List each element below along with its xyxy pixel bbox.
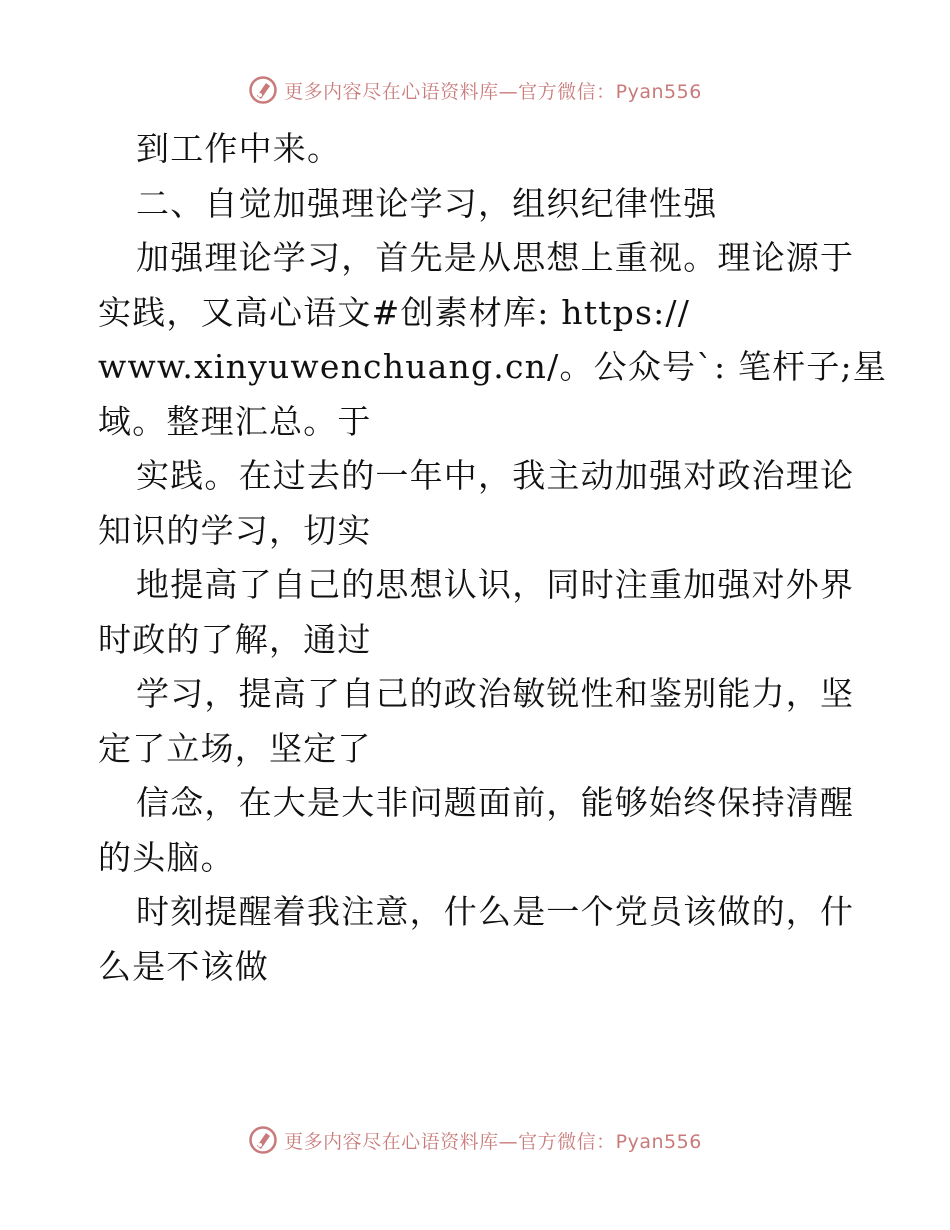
paragraph-line: 实践，又高心语文#创素材库: https://: [98, 292, 691, 332]
paragraph-line: 么是不该做: [98, 946, 269, 986]
paragraph-line: 学习，提高了自己的政治敏锐性和鉴别能力，坚: [136, 674, 855, 713]
paragraph-line: 地提高了自己的思想认识，同时注重加强对外界: [136, 565, 855, 604]
paragraph-line: 知识的学习，切实: [98, 510, 372, 550]
header-watermark: [0, 70, 950, 110]
paragraph-line: 到工作中来。: [136, 129, 342, 168]
paragraph-line: 域。整理汇总。于: [98, 401, 372, 441]
pen-nib-circle-icon: [248, 1125, 278, 1155]
document-body: [98, 122, 888, 994]
paragraph-line: 实践。在过去的一年中，我主动加强对政治理论: [136, 456, 855, 495]
paragraph-line: 加强理论学习，首先是从思想上重视。理论源于: [136, 238, 855, 277]
paragraph-line: 时政的了解，通过: [98, 619, 372, 659]
paragraph-line: www.xinyuwenchuang.cn/。公众号`: 笔杆子;星: [98, 347, 888, 386]
paragraph-line: 时刻提醒着我注意，什么是一个党员该做的，什: [136, 892, 855, 931]
pen-nib-circle-icon: [248, 75, 278, 105]
section-heading: 二、自觉加强理论学习，组织纪律性强: [136, 183, 718, 223]
paragraph-line: 信念，在大是大非问题面前，能够始终保持清醒: [136, 783, 855, 822]
footer-watermark-text: 更多内容尽在心语资料库—官方微信：Pyan556: [284, 1130, 702, 1153]
header-watermark-text: 更多内容尽在心语资料库—官方微信：Pyan556: [284, 80, 702, 103]
paragraph-line: 的头脑。: [98, 837, 235, 877]
paragraph-line: 定了立场，坚定了: [98, 728, 372, 768]
footer-watermark: [0, 1120, 950, 1160]
